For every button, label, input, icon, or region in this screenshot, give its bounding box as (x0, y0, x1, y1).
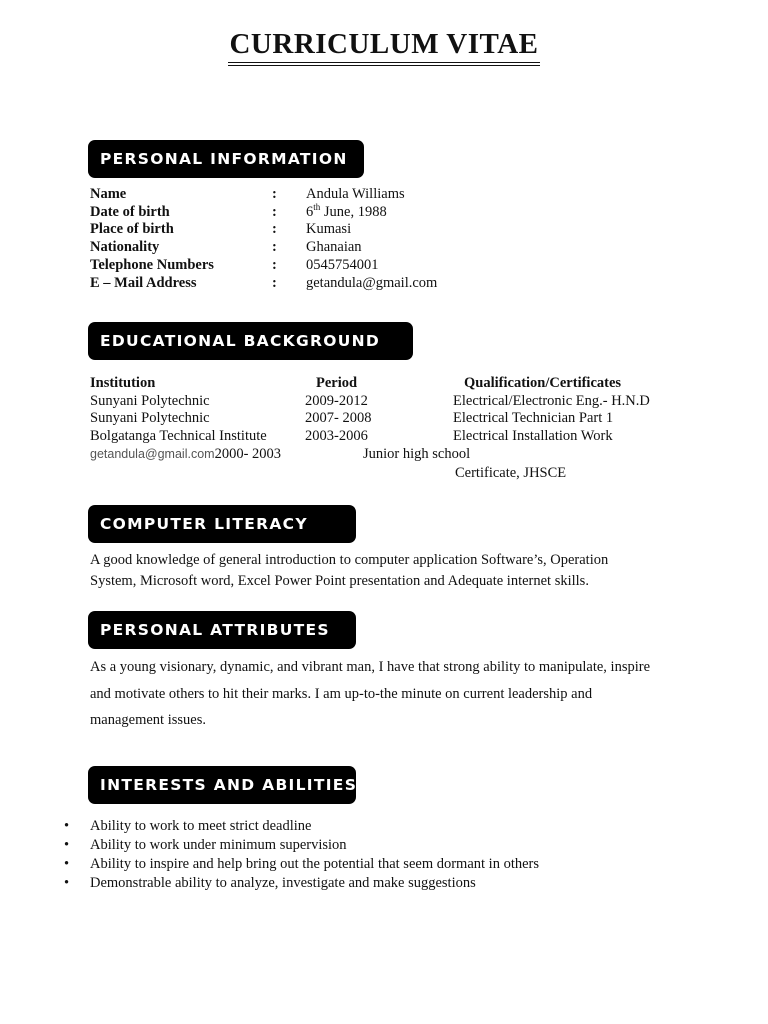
cell-period: 2009-2012 (305, 393, 368, 409)
cell-period: 2007- 2008 (305, 410, 372, 426)
personal-attributes-text (90, 654, 690, 734)
bullet-icon: • (64, 856, 70, 872)
paragraph-line: A good knowledge of general introduction to computer application Software’s, Operation (90, 552, 609, 568)
cell-period: 2003-2006 (305, 428, 368, 444)
cell-period: 2000- 2003 (214, 446, 282, 462)
section-heading-computer-literacy: COMPUTER LITERACY (88, 505, 356, 543)
info-label: Place of birth (90, 221, 174, 237)
bullet-icon: • (64, 837, 70, 853)
info-value-email: getandula@gmail.com (306, 275, 438, 291)
bullet-icon: • (64, 818, 70, 834)
interests-list (64, 817, 539, 893)
info-separator: : (272, 204, 277, 220)
list-item-text: Demonstrable ability to analyze, investigate and make suggestions (90, 875, 476, 891)
list-item-text: Ability to inspire and help bring out the potential that seem dormant in others (90, 856, 540, 872)
list-item-text: Ability to work to meet strict deadline (90, 818, 312, 834)
section-heading-educational-background: EDUCATIONAL BACKGROUND (88, 322, 413, 360)
cell-qualification: Electrical Installation Work (453, 428, 613, 444)
dob-day-suffix: th (313, 202, 321, 213)
dob-day: 6 (306, 204, 314, 220)
document-title-wrap (0, 26, 768, 66)
column-header-qualification: Qualification/Certificates (464, 375, 622, 391)
section-heading-personal-information: PERSONAL INFORMATION (88, 140, 364, 178)
cell-email-link[interactable]: getandula@gmail.com (90, 447, 215, 461)
bullet-icon: • (64, 875, 70, 891)
column-header-period: Period (316, 375, 358, 391)
paragraph-line: As a young visionary, dynamic, and vibrant man, I have that strong ability to manipulate, inspire (90, 659, 651, 675)
cell-qualification: Junior high school (363, 446, 471, 462)
info-separator: : (272, 186, 277, 202)
cell-qualification-continued: Certificate, JHSCE (455, 465, 567, 481)
info-value: Ghanaian (306, 239, 362, 255)
info-label: Name (90, 186, 127, 202)
info-separator: : (272, 275, 277, 291)
section-heading-interests-and-abilities: INTERESTS AND ABILITIES (88, 766, 356, 804)
info-value: Kumasi (306, 221, 352, 237)
info-value: 0545754001 (306, 257, 379, 273)
list-item (64, 855, 539, 874)
info-label: Nationality (90, 239, 160, 255)
paragraph-line: and motivate others to hit their marks. I am up-to-the minute on current leadership and (90, 685, 593, 702)
cell-institution: Sunyani Polytechnic (90, 393, 210, 409)
info-label: E – Mail Address (90, 275, 197, 291)
paragraph-line: management issues. (90, 712, 206, 728)
info-value (306, 203, 387, 221)
list-item (64, 817, 539, 836)
list-item (64, 874, 539, 893)
cell-qualification: Electrical Technician Part 1 (453, 410, 614, 426)
document-title: CURRICULUM VITAE (228, 26, 539, 66)
column-header-institution: Institution (90, 375, 156, 391)
cell-institution: Sunyani Polytechnic (90, 410, 210, 426)
cell-qualification: Electrical/Electronic Eng.- H.N.D (453, 393, 650, 409)
list-item-text: Ability to work under minimum supervision (90, 837, 347, 853)
info-value: Andula Williams (306, 186, 405, 202)
computer-literacy-text (90, 550, 690, 592)
info-label: Date of birth (90, 204, 170, 220)
dob-rest: June, 1988 (320, 204, 387, 220)
info-label: Telephone Numbers (90, 257, 214, 273)
info-separator: : (272, 239, 277, 255)
info-separator: : (272, 257, 277, 273)
paragraph-line: System, Microsoft word, Excel Power Point presentation and Adequate internet skills. (90, 573, 589, 589)
cell-institution: Bolgatanga Technical Institute (90, 428, 267, 444)
section-heading-personal-attributes: PERSONAL ATTRIBUTES (88, 611, 356, 649)
list-item (64, 836, 539, 855)
cell-institution (90, 445, 281, 463)
info-separator: : (272, 221, 277, 237)
